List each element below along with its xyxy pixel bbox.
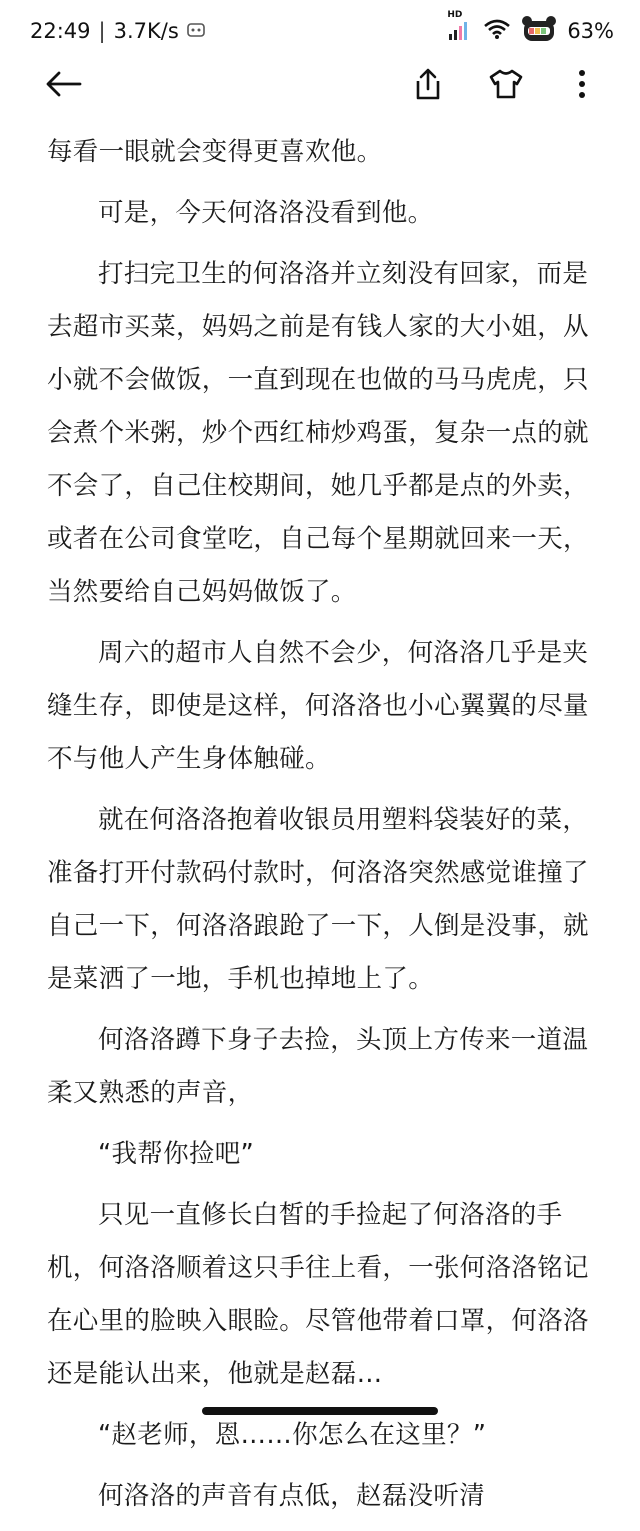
status-bar [0, 0, 640, 62]
paragraph: 只见一直修长白皙的手捡起了何洛洛的手机，何洛洛顺着这只手往上看，一张何洛洛铭记在心里的脸映入眼睑。尽管他带着口罩，何洛洛还是能认出来，他就是赵磊… [47, 1200, 589, 1389]
battery-mascot-icon [521, 15, 557, 48]
paragraph: 可是，今天何洛洛没看到他。 [98, 198, 434, 228]
battery-percent: 63% [567, 19, 614, 43]
paragraph: 打扫完卫生的何洛洛并立刻没有回家，而是去超市买菜，妈妈之前是有钱人家的大小姐，从小就不会做饭，一直到现在也做的马马虎虎，只会煮个米粥，炒个西红柿炒鸡蛋，复杂一点的就不会了，自己住校期间，她几乎都是点的外卖，或者在公司食堂吃，自己每个星期就回来一天，当然要给自己妈妈做饭了。 [47, 259, 589, 607]
hd-label: HD [447, 10, 463, 20]
status-separator: | [98, 19, 106, 43]
paragraph: 就在何洛洛抱着收银员用塑料袋装好的菜，准备打开付款码付款时，何洛洛突然感觉谁撞了自己一下，何洛洛踉跄了一下，人倒是没事，就是菜洒了一地，手机也掉地上了。 [47, 805, 589, 994]
paragraph: “我帮你捡吧” [98, 1139, 255, 1169]
share-button[interactable] [404, 62, 452, 110]
paragraph: 每看一眼就会变得更喜欢他。 [47, 137, 383, 167]
network-speed: 3.7K/s [113, 19, 179, 43]
back-button[interactable] [36, 62, 92, 110]
signal-icon [447, 10, 473, 42]
share-icon [413, 67, 443, 105]
back-arrow-icon [46, 71, 82, 101]
reader-toolbar [0, 62, 640, 110]
paragraph: 周六的超市人自然不会少，何洛洛几乎是夹缝生存，即使是这样，何洛洛也小心翼翼的尽量不与他人产生身体触碰。 [47, 638, 589, 774]
status-left [30, 19, 205, 43]
notification-app-icon [187, 19, 205, 43]
theme-button[interactable] [482, 62, 530, 110]
home-indicator[interactable] [202, 1407, 438, 1415]
more-vertical-icon [578, 69, 586, 103]
more-button[interactable] [560, 62, 604, 110]
status-time: 22:49 [30, 19, 91, 43]
paragraph: “赵老师，恩……你怎么在这里？” [98, 1420, 487, 1450]
paragraph: 何洛洛蹲下身子去捡，头顶上方传来一道温柔又熟悉的声音， [47, 1025, 589, 1108]
tshirt-icon [489, 69, 523, 103]
paragraph: 何洛洛的声音有点低，赵磊没听清 [98, 1481, 486, 1511]
status-right [447, 10, 614, 48]
wifi-icon [483, 18, 511, 45]
chapter-text [47, 126, 599, 1531]
